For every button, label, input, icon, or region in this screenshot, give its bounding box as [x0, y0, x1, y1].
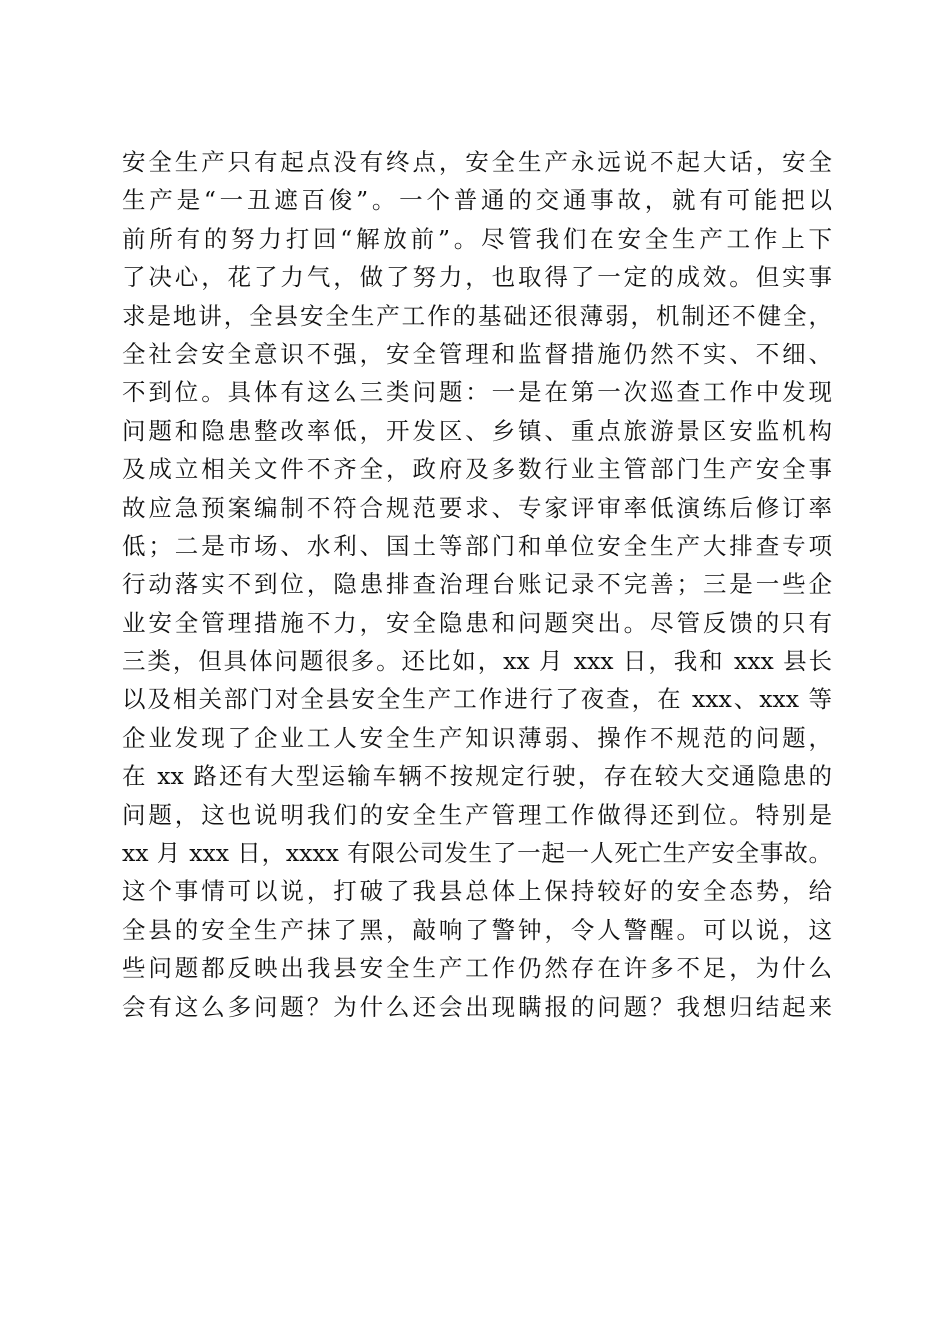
- text-line: 故应急预案编制不符合规范要求、专家评审率低演练后修订率: [122, 493, 832, 522]
- text-line: 企业发现了企业工人安全生产知识薄弱、操作不规范的问题，: [122, 723, 832, 752]
- text-line: 安全生产只有起点没有终点，安全生产永远说不起大话，安全: [122, 148, 832, 176]
- text-line: xx 月 xxx 日，xxxx 有限公司发生了一起一人死亡生产安全事故。: [122, 839, 832, 868]
- text-line: 在 xx 路还有大型运输车辆不按规定行驶，存在较大交通隐患的: [122, 762, 832, 791]
- text-line: 前所有的努力打回“解放前”。尽管我们在安全生产工作上下: [122, 224, 832, 253]
- body-paragraph: [122, 143, 832, 1026]
- text-line: 业安全管理措施不力，安全隐患和问题突出。尽管反馈的只有: [122, 608, 832, 637]
- text-line: 生产是“一丑遮百俊”。一个普通的交通事故，就有可能把以: [122, 186, 832, 215]
- text-line: 三类，但具体问题很多。还比如，xx 月 xxx 日，我和 xxx 县长: [122, 647, 832, 676]
- text-line: 了决心，花了力气，做了努力，也取得了一定的成效。但实事: [122, 263, 832, 292]
- text-line: 以及相关部门对全县安全生产工作进行了夜查，在 xxx、xxx 等: [122, 685, 832, 714]
- text-line: 全社会安全意识不强，安全管理和监督措施仍然不实、不细、: [122, 339, 832, 368]
- text-line: 及成立相关文件不齐全，政府及多数行业主管部门生产安全事: [122, 455, 832, 484]
- text-line: 问题，这也说明我们的安全生产管理工作做得还到位。特别是: [122, 800, 832, 829]
- text-line: 些问题都反映出我县安全生产工作仍然存在许多不足，为什么: [122, 954, 832, 983]
- text-line: 这个事情可以说，打破了我县总体上保持较好的安全态势，给: [122, 877, 832, 906]
- text-line: 问题和隐患整改率低，开发区、乡镇、重点旅游景区安监机构: [122, 416, 832, 445]
- text-line: 行动落实不到位，隐患排查治理台账记录不完善；三是一些企: [122, 570, 832, 599]
- text-line: 会有这么多问题？为什么还会出现瞒报的问题？我想归结起来: [122, 992, 832, 1021]
- text-line: 求是地讲，全县安全生产工作的基础还很薄弱，机制还不健全，: [122, 301, 832, 330]
- text-line: 不到位。具体有这么三类问题：一是在第一次巡查工作中发现: [122, 378, 832, 407]
- text-line: 低；二是市场、水利、国土等部门和单位安全生产大排查专项: [122, 531, 832, 560]
- text-line: 全县的安全生产抹了黑，敲响了警钟，令人警醒。可以说，这: [122, 915, 832, 944]
